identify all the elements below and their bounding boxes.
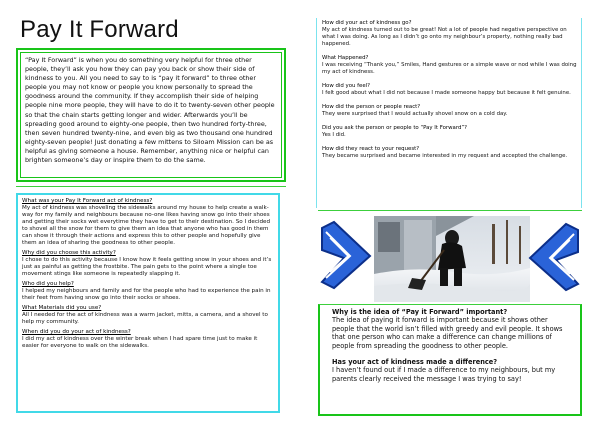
- question: Did you ask the person or people to “Pay It Forward”?: [322, 125, 468, 131]
- question: What Materials did you use?: [22, 305, 102, 311]
- page-title: Pay It Forward: [20, 16, 179, 43]
- answer: My act of kindness was shoveling the sidewalks around my house to help create a walk-way for my family and neighbours because no-one likes having snow go into their shoes and getting their socks wet everytime they have to get to their destination. So I decided to shovel all the snow for them to give them an idea that anyone who has good in them can show it through their actions and express this to other people and hopefully give them an idea of sharing the goodness to other people.: [22, 205, 271, 246]
- arrow-right-icon: [320, 220, 374, 294]
- divider: [16, 186, 286, 187]
- answer: They were surprised that I would actually shovel snow on a cold day.: [322, 111, 508, 117]
- intro-box: [16, 48, 286, 182]
- question: Who did you help?: [22, 281, 74, 287]
- question: Has your act of kindness made a difference?: [332, 358, 498, 367]
- answer: I felt good about what I did not because I made someone happy but because it felt genuine.: [322, 90, 571, 96]
- answer: Yes I did.: [322, 132, 346, 138]
- arrow-left-icon: [528, 222, 580, 296]
- intro-text: “Pay It Forward” is when you do something very helpful for three other people, they’ll ask you how they can pay you back or show their side of kindness to you. All you need to say to is “pay it forward” to three other people you may not know or people you know personally to spread the goodness around the community. If they accomplish their side of helping people nine more people, they will have to do it to twenty-seven other people so that the chain starts getting longer and wider. Afterwards you’ll be spreading good around to eighty-one people, then two hundred forty-three, then seven hundred twenty-nine, and even big as two thousand one hundred eighty-seven people! Just donating a few mittens to Siloam Mission can be as helpful as giving someone a house. Remember, anything nice or helpful can brighten someone’s day or inspire them to do the same.: [20, 52, 282, 178]
- shoveling-photo: [374, 216, 530, 302]
- importance-box: [318, 304, 582, 416]
- question: How did you feel?: [322, 83, 371, 89]
- question: How did your act of kindness go?: [322, 20, 412, 26]
- question: Why is the idea of “Pay it Forward” important?: [332, 308, 508, 316]
- answer: My act of kindness turned out to be great! Not a lot of people had negative perspective on what I was doing. As long as I didn’t go onto my neighbour’s property, nothing really bad happened.: [322, 27, 567, 47]
- answer: I did my act of kindness over the winter break when I had spare time just to make it easier for everyone to walk on the sidewalks.: [22, 336, 258, 349]
- question: What Happened?: [322, 55, 369, 61]
- question: What was your Pay It Forward act of kindness?: [22, 198, 153, 204]
- answers-box: [16, 193, 280, 413]
- answer: I helped my neighbours and family and for the people who had to experience the pain in their feet from having snow go into their socks or shoes.: [22, 288, 271, 301]
- divider: [318, 210, 582, 211]
- question: How did they react to your request?: [322, 146, 420, 152]
- answer: They became surprised and became interested in my request and accepted the challenge.: [322, 153, 568, 159]
- right-qa: [316, 18, 582, 208]
- answer: The idea of paying it forward is important because it shows other people that the world isn’t filled with greedy and evil people. It shows that one person who can make a difference can change millions of people from spreading the goodness to other people.: [332, 316, 563, 350]
- answer: I haven’t found out if I made a difference to my neighbours, but my parents clearly received the message I was trying to say!: [332, 366, 556, 383]
- question: When did you do your act of kindness?: [22, 329, 131, 335]
- answer: I was receiving “Thank you,” Smiles, Hand gestures or a simple wave or nod while I was doing my act of kindness.: [322, 62, 577, 75]
- answer: I chose to do this activity because I know how it feels getting snow in your shoes and it’s just as painful as getting the frostbite. The pain gets to the point where a single toe movement stings like someone is repeatedly slapping it.: [22, 257, 272, 277]
- question: How did the person or people react?: [322, 104, 421, 110]
- answer: All I needed for the act of kindness was a warm jacket, mitts, a camera, and a shovel to help my community.: [22, 312, 268, 325]
- question: Why did you choose this activity?: [22, 250, 116, 256]
